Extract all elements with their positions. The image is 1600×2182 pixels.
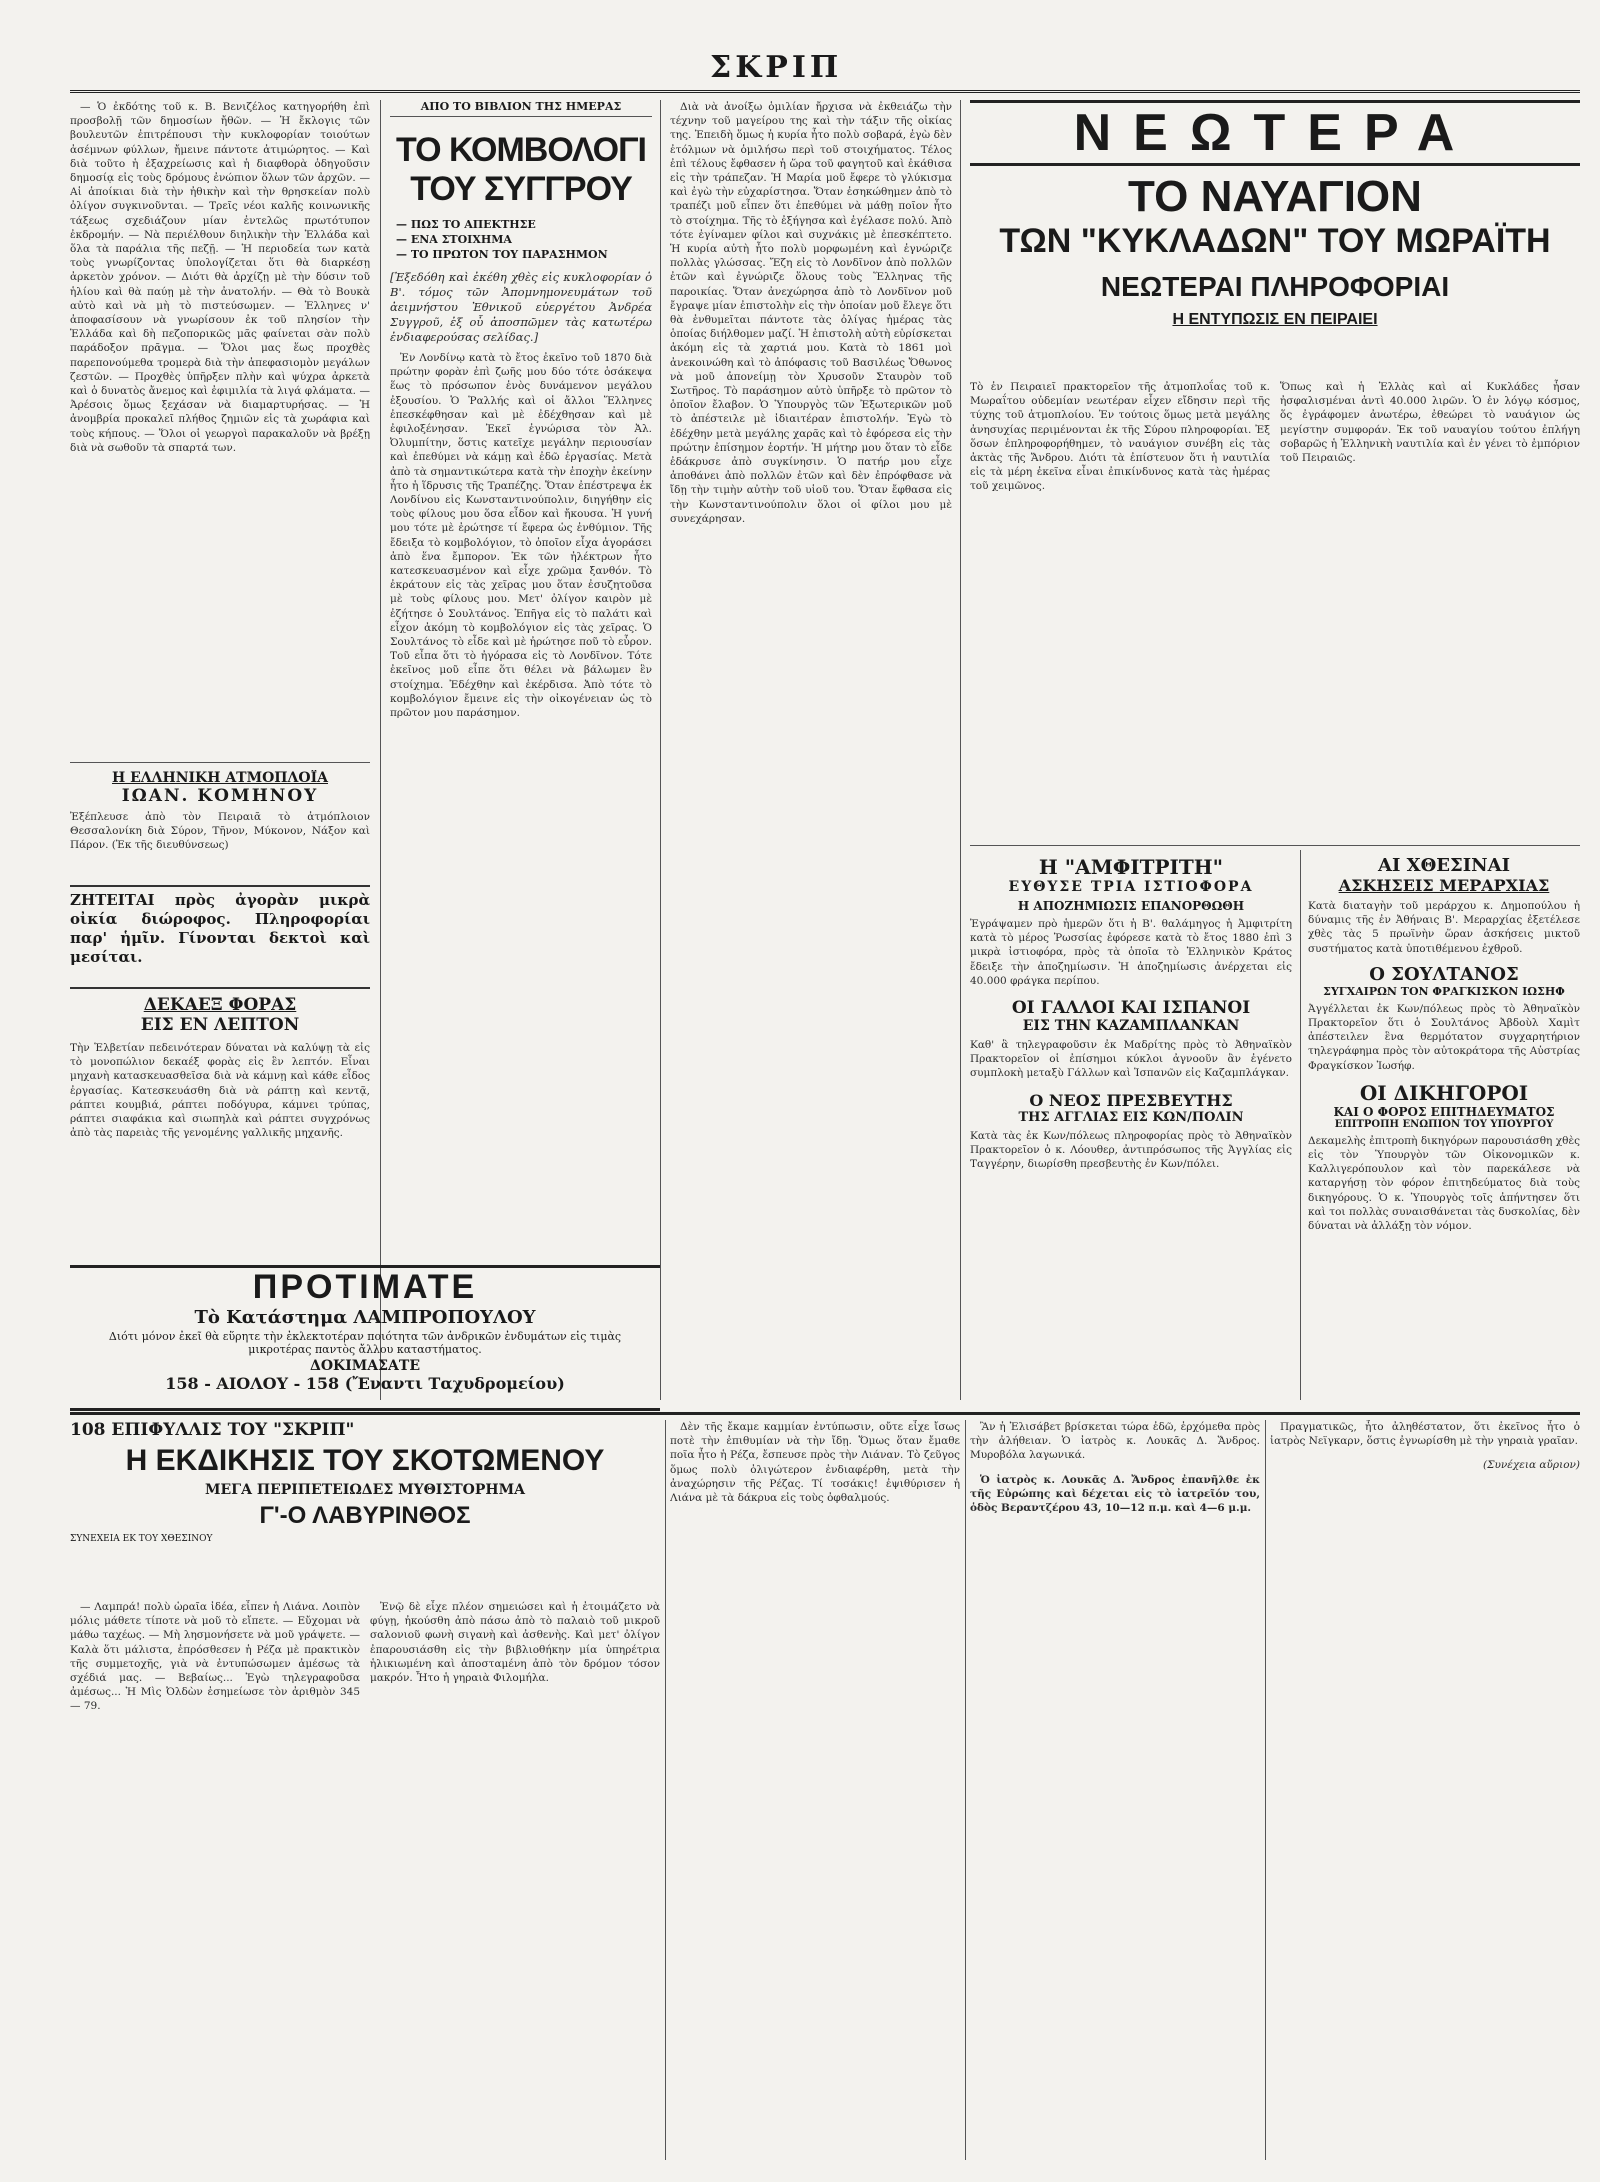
column-1-text [70,100,370,760]
shipping-text: Ἐξέπλευσε ἀπὸ τὸν Πειραιᾶ τὸ ἀτμόπλοιον Θεσσαλονίκη διὰ Σύρον, Τῆνον, Μύκονον, Νάξον καὶ Πάρον. (Ἐκ τῆς διευθύνσεως) [70,811,370,852]
article-points [396,217,652,262]
shipwreck-text-a: Τὸ ἐν Πειραιεῖ πρακτορεῖον τῆς ἀτμοπλοΐας τοῦ κ. Μωραΐτου οὐδεμίαν νεωτέραν εἶχεν εἴδησιν περὶ τῆς τύχης τοῦ ἀτμοπλοίου. Ἐν τούτοις ὅμως μετὰ μεγάλης ἀνησυχίας περιμένονται ἐκ τῆς Σύρου πληροφορίαι. Ἐξ ὅσων ἐπληροφορήθημεν, τὸ ναυάγιον συνέβη εἰς τὰς ἀκτὰς τῆς Ἄνδρου. Διότι τὰ ἐπίστευον ὅτι ἡ ναυτιλία εἰς τὰ μέρη ἐκεῖνα εἶναι ἐπικίνδυνος κατὰ τὰς ἡμέρας τοῦ χειμῶνος. [970,381,1270,493]
serial-subtitle: ΜΕΓΑ ΠΕΡΙΠΕΤΕΙΩΔΕΣ ΜΥΘΙΣΤΟΡΗΜΑ [205,1482,525,1498]
exercises-subheadline: ΑΣΚΗΣΕΙΣ ΜΕΡΑΡΧΙΑΣ [1338,876,1550,895]
exercises-text: Κατὰ διαταγὴν τοῦ μεράρχου κ. Δημοπούλου ἡ δύναμις τῆς ἐν Ἀθήναις Β'. Μεραρχίας ἐξετέλεσε χθὲς τὰς 5 πρωϊνὴν ὥραν ἀσκήσεις μικτοῦ συστήματος κατὰ ὑποτιθέμενου ἐχθροῦ. [1308,900,1580,955]
gauls-subheadline: ΕΙΣ ΤΗΝ ΚΑΖΑΜΠΛΑΝΚΑΝ [1022,1018,1240,1035]
gauls-text: Καθ' ἃ τηλεγραφοῦσιν ἐκ Μαδρίτης πρὸς τὸ Ἀθηναϊκὸν Πρακτορεῖον οἱ ἐπίσημοι κύκλοι ἀγνοοῦν ἂν ἐγένετο συμπλοκὴ μεταξὺ Γάλλων καὶ Ἱσπανῶν εἰς Καζαμπλάγκαν. [970,1039,1292,1080]
ambassador-text: Κατὰ τὰς ἐκ Κων/πόλεως πληροφορίας πρὸς τὸ Ἀθηναϊκὸν Πρακτορεῖον ὁ κ. Λόουθερ, ἀντιπρόσωπος τῆς Ἀγγλίας εἰς Ταγγέρην, διωρίσθη πρεσβευτὴς ἐν Κων/πόλει. [970,1129,1292,1171]
sewing-headline: ΔΕΚΑΕΞ ΦΟΡΑΣ [143,995,297,1015]
shipping-headline: Η ΕΛΛΗΝΙΚΗ ΑΤΜΟΠΛΟΪΑ [111,770,328,786]
shipwreck-text-b: Ὅπως καὶ ἡ Ἑλλὰς καὶ αἱ Κυκλάδες ἦσαν ἠσφαλισμέναι ἀντὶ 40.000 λιρῶν. Ὁ ἐν λόγῳ κόσμος, ὅς ἐγράφομεν ἀνωτέρω, ἐθεώρει τὸ ναυάγιον ὡς μεγίστην συμφοράν. Ἐκ τοῦ ναυαγίου τούτου ἐπλήγη σοβαρῶς ἡ Ἑλληνικὴ ναυτιλία καὶ ἐν γένει τὸ ἐμπόριον τοῦ Πειραιῶς. [1280,381,1580,465]
amfitriti-headline: Η "ΑΜΦΙΤΡΙΤΗ" [1038,855,1224,879]
divider [70,762,370,763]
masthead-title: ΣΚΡΙΠ [710,50,843,85]
ad-headline: ΠΡΟΤΙΜΑΤΕ [252,1268,478,1306]
column-2 [390,100,652,1360]
article-continued: Διὰ νὰ ἀνοίξω ὁμιλίαν ἤρχισα νὰ ἐκθειάζω τὴν τέχνην τοῦ μαγείρου της καὶ τὴν τάξιν τῆς οἰκίας της. Ἐπειδὴ ὅμως ἡ κυρία ἦτο πολὺ σοβαρά, ἐγὼ δὲν ἐτόλμων νὰ ὁμιλήσω περὶ τοῦ στοιχήματος. Τέλος ἐπὶ τέλους ἔφθασεν ἡ ὥρα τοῦ φαγητοῦ καὶ ἐκάθισα εἰς τὴν τράπεζαν. Ἡ Μαρία μοῦ ἔφερε τὸ γλύκισμα καὶ ἐγὼ τὴν εὐχαρίστησα. Ὅταν ἐσηκώθημεν ἀπὸ τὸ τραπέζι μοῦ εἶπεν ὅτι ἐπεθύμει νὰ μάθῃ ποῖον ἦτο τὸ στοίχημα. Τῆς τὸ ἐξήγησα καὶ ἐγέλασε πολύ. Ἀπὸ τότε ἐγίναμεν φίλοι καὶ συχνάκις μὲ ἐπεσκέπτετο. Ἡ κυρία αὐτὴ ἦτο πολὺ μορφωμένη καὶ ἐγνώριζε πολλὰς γλώσσας. Ἔζη εἰς τὸ Λονδῖνον ἀπὸ πολλῶν ἐτῶν καὶ ἐγνώριζε ὅλους τοὺς Ἕλληνας τῆς παροικίας. Ὅταν ἀνεχώρησα ἀπὸ τὸ Λονδῖνον μοῦ ἔγραψε μίαν ἐπιστολὴν εἰς τὴν ὁποίαν μοῦ ἔλεγε ὅτι θὰ ἐνθυμεῖται πάντοτε τὰς ὀλίγας ἡμέρας τὰς ὁποίας διήλθομεν μαζί. Ἡ ἐπιστολὴ αὐτὴ εὑρίσκεται ἀκόμη εἰς τὰ χαρτιά μου. Κατὰ τὸ 1861 μοὶ ἀνεκοινώθη καὶ τὸ ἀπόφασις τοῦ Βασιλέως Ὄθωνος νὰ μοῦ ἀπονείμῃ τὸν Χρυσοῦν Σταυρὸν τοῦ Σωτῆρος. Τὸ παράσημον αὐτὸ ὑπῆρξε τὸ πρῶτον τὸ ὁποῖον ἔλαβον. Ὁ Ὑπουργὸς τῶν Ἐξωτερικῶν μοῦ τὸ ἀπέστειλε μὲ ἰδιαιτέραν ἐπιστολήν. Ἐγὼ τὸ ἐδέχθην μετὰ μεγάλης χαρᾶς καὶ τὸ ἐφόρεσα εἰς τὴν πρώτην ἐπίσημον ἑορτήν. Ἡ μήτηρ μου ὅταν τὸ εἶδε ἐδάκρυσε ἀπὸ συγκίνησιν. Ὁ πατήρ μου εἶχε ἀποθάνει ἀπὸ πολλῶν ἐτῶν καὶ δὲν ἐπρόφθασε νὰ ἴδῃ τὴν τιμὴν αὐτὴν τοῦ υἱοῦ του. Ὅταν ἔφθασα εἰς τὴν Κωνσταντινούπολιν ὅλοι οἱ φίλοι μου μὲ συνεχάρησαν. [670,101,952,525]
sultan-text: Ἀγγέλλεται ἐκ Κων/πόλεως πρὸς τὸ Ἀθηναϊκὸν Πρακτορεῖον ὅτι ὁ Σουλτάνος Ἀβδοὺλ Χαμὶτ ἀπέστειλεν ἓνα θερμότατον συγχαρητήριον τηλεγράφημα πρὸς τὸν αὐτοκράτορα τῆς Αὐστρίας Φραγκίσκον Ἰωσήφ. [1308,1002,1580,1072]
column-rule [1265,1420,1266,2160]
lawyers-subheadline: ΚΑΙ Ο ΦΟΡΟΣ ΕΠΙΤΗΔΕΥΜΑΤΟΣ [1333,1104,1555,1119]
news-section [970,100,1580,850]
lower-news-right [1308,855,1580,1395]
article-intro: [Ἐξεδόθη καὶ ἐκέθη χθὲς εἰς κυκλοφορίαν ὁ Β'. τόμος τῶν Ἀπομνημονευμάτων τοῦ ἀειμνήστου Ἐθνικοῦ εὐεργέτου Ἀνδρέα Συγγροῦ, ἐξ οὗ ἀποσπῶμεν τὰς κατωτέρω ἐνδιαφερούσας σελίδας.] [390,270,652,344]
serial-col-2 [370,1600,660,2160]
column-3-text [670,100,952,1360]
book-kicker: ΑΠΟ ΤΟ ΒΙΒΛΙΟΝ ΤΗΣ ΗΜΕΡΑΣ [390,100,652,117]
ad-try: ΔΟΚΙΜΑΣΑΤΕ [310,1358,420,1374]
lawyers-headline: ΟΙ ΔΙΚΗΓΟΡΟΙ [1359,1080,1529,1105]
article-point: — ΤΟ ΠΡΩΤΟΝ ΤΟΥ ΠΑΡΑΣΗΜΟΝ [396,248,608,261]
lower-news-left [970,855,1292,1395]
shipping-notice [70,770,370,880]
ambassador-headline: Ο ΝΕΟΣ ΠΡΕΣΒΕΥΤΗΣ [1029,1090,1233,1110]
column-rule [380,100,381,1400]
ad-text: Διότι μόνον ἐκεῖ θὰ εὕρητε τὴν ἐκλεκτοτέραν ποιότητα τῶν ἀνδρικῶν ἐνδυμάτων εἰς τιμὰς μικροτέρας παντὸς ἄλλου καταστήματος. [108,1330,622,1356]
column-rule [660,100,661,1400]
exercises-headline: ΑΙ ΧΘΕΣΙΝΑΙ [1377,855,1510,876]
serial-title: Η ΕΚΔΙΚΗΣΙΣ ΤΟΥ ΣΚΟΤΩΜΕΝΟΥ [125,1444,605,1477]
article-headline-2: ΤΟΥ ΣΥΓΓΡΟΥ [410,170,632,208]
amfitriti-subheadline: ΕΥΘΥΣΕ ΤΡΙΑ ΙΣΤΙΟΦΟΡΑ [1008,879,1254,895]
news-header: ΝΕΩΤΕΡΑ [970,100,1580,166]
ad-store-name: Τὸ Κατάστημα ΛΑΜΠΡΟΠΟΥΛΟΥ [194,1307,536,1328]
masthead [70,40,1580,93]
column-rule [665,1420,666,2160]
store-advertisement [70,1265,660,1411]
shipwreck-headline: ΤΟ ΝΑΥΑΓΙΟΝ [1128,172,1422,221]
lawyers-text: Δεκαμελὴς ἐπιτροπὴ δικηγόρων παρουσιάσθη χθὲς εἰς τὸν Ὑπουργὸν τῶν Οἰκονομικῶν κ. Καλλιγερόπουλον καὶ τὸν παρεκάλεσε νὰ καταργήσῃ τὸν φόρον ἐπιτηδεύματος διὰ τοὺς δικηγόρους. Ὁ κ. Ὑπουργὸς τοῖς ἀπήντησεν ὅτι καὶ τοι πολλὰς συναισθάνεται τὰς δυσκολίας, δὲν δύναται νὰ ἀλλάξῃ τὸν νόμον. [1308,1134,1580,1233]
article-headline: ΤΟ ΚΟΜΒΟΛΟΓΙ [396,131,646,169]
serial-header [70,1420,660,1590]
serial-text: Πραγματικῶς, ἦτο ἀληθέστατον, ὅτι ἐκεῖνος ἦτο ὁ ἰατρὸς Νεϊγκαρν, ὅστις ἐγνωρίσθη μὲ τὴν γηραιὰ γραῖαν. [1270,1421,1580,1448]
amfitriti-text: Ἐγράψαμεν πρὸ ἡμερῶν ὅτι ἡ Β'. θαλάμηγος ἡ Ἀμφιτρίτη κατὰ τὸ μέρος Ῥωσσίας ἐφόρεσε κατὰ τὸ ἔτος 1880 ἐπὶ 3 μικρὰ ἱστιοφόρα, πρὸς τὰ ὁποῖα τὸ Ἑλληνικὸν Κράτος ἔδειξε τὴν ἀποζημίωσιν. Ἡ ἀποζημίωσις ἀνέρχεται εἰς 40.000 φράγκα περίπου. [970,918,1292,987]
serial-divider [70,1412,1580,1415]
serial-continuation: ΣΥΝΕΧΕΙΑ ΕΚ ΤΟΥ ΧΘΕΣΙΝΟΥ [70,1534,213,1544]
piraeus-impression: Η ΕΝΤΥΠΩΣΙΣ ΕΝ ΠΕΙΡΑΙΕΙ [1172,311,1378,328]
serial-label: 108 ΕΠΙΦΥΛΛΙΣ ΤΟΥ "ΣΚΡΙΠ" [70,1420,355,1440]
newspaper-page [70,40,1580,2170]
serial-col-3 [670,1420,960,2160]
continued-tomorrow: (Συνέχεια αὔριον) [1482,1459,1580,1472]
article-point: — ΠΩΣ ΤΟ ΑΠΕΚΤΗΣΕ [396,218,536,231]
ambassador-subheadline: ΤΗΣ ΑΓΓΛΙΑΣ ΕΙΣ ΚΩΝ/ΠΟΛΙΝ [1018,1109,1244,1125]
shipwreck-subheadline: ΤΩΝ "ΚΥΚΛΑΔΩΝ" ΤΟΥ ΜΩΡΑΪΤΗ [999,222,1551,260]
serial-col-4 [970,1420,1260,2160]
sultan-headline: Ο ΣΟΥΛΤΑΝΟΣ [1369,963,1519,985]
article-body: Ἐν Λονδίνῳ κατὰ τὸ ἔτος ἐκεῖνο τοῦ 1870 διὰ πρώτην φορὰν ἐπὶ ζωῆς μου δύο τότε ὁσάκεψα ἕως τὸ πρόσωπον ἑνὸς δυνάμενον μεγάλου ἐξουσίου. Ὁ Ῥαλλής καὶ οἱ ἄλλοι Ἕλληνες ἐπεσκέφθησαν καὶ μὲ ἐδέχθησαν καὶ μὲ ἐφιλοξένησαν. Ἐκεῖ ἐγνώρισα τὸν Ἀλ. Ὀλυμπίτην, ὅστις κατεῖχε μεγάλην περιουσίαν καὶ ἐπεθύμει νὰ κάμῃ καὶ ἐδῶ ἐργασίας. Μετὰ ἀπὸ τὰ σημαντικώτερα κατὰ τὴν ἐποχὴν ἐκείνην ἦτο ἡ ἵδρυσις τῆς Τραπέζης. Ὅταν ἐπέστρεψα ἐκ Λονδίνου εἰς Κωνσταντινούπολιν, διηγήθην εἰς τοὺς φίλους μου ὅσα εἶδον καὶ ἤκουσα. Ἡ γυνή μου τότε μὲ ἐρώτησε τί ἔφερα ὡς ἐνθύμιον. Τῆς ἔδειξα τὸ κομβολόγιον, τὸ ὁποῖον εἶχα ἀγοράσει ἀπὸ ἕνα ἔμπορον. Ἐκ τῶν ἠλέκτρων ἦτο κατεσκευασμένον καὶ εἶχε χρῶμα ξανθόν. Τὸ ἐκράτουν εἰς τὰς χεῖρας μου ὅταν ἐσυζητοῦσα μὲ τοὺς φίλους μου. Μετ' ὀλίγον καιρὸν μὲ ἐζήτησε ὁ Σουλτάνος. Ἐπῆγα εἰς τὸ παλάτι καὶ εἶχον ἀκόμη τὸ κομβολόγιον εἰς τὰς χεῖρας. Ὁ Σουλτάνος τὸ εἶδε καὶ μὲ ἠρώτησε ποῦ τὸ εὗρον. Τοῦ εἶπα ὅτι τὸ ἠγόρασα εἰς τὸ Λονδῖνον. Τότε ἐκεῖνος μοῦ εἶπε ὅτι θέλει νὰ βάλωμεν ἓν στοίχημα. Ἐδέχθην καὶ ἐκέρδισα. Ἀπὸ τότε τὸ κομβολόγιον ἔμεινε εἰς τὴν οἰκογένειαν ὡς τὸ πρῶτον μου παράσημον. [390,352,652,720]
sewing-subheadline: ΕΙΣ ΕΝ ΛΕΠΤΟΝ [140,1015,300,1035]
sewing-text: Τὴν Ἑλβετίαν πεδεινότεραν δύναται νὰ καλύψῃ τὰ εἰς τὸ μονοπώλιον δεκαέξ φορὰς εἰς ἓν λεπτόν. Εἶναι μηχανὴ κατασκευασθεῖσα διὰ νὰ κάμνῃ καὶ κάθε εἶδος ἐργασίας. Κατεσκευάσθη διὰ νὰ ράπτῃ καὶ κεντᾷ, ράπτει κουμβιά, ράπτει ποδόγυρα, κάμνει τρύπας, ράπτει σιαφάκια καὶ σιωπηλὰ καὶ ράπτει συγχρόνως ἀπὸ τὰς παρειὰς τῆς γενομένης γαλλικῆς μηχανῆς. [70,1042,370,1140]
lawyers-committee: ΕΠΙΤΡΟΠΗ ΕΝΩΠΙΟΝ ΤΟΥ ΥΠΟΥΡΓΟΥ [1334,1118,1554,1130]
wanted-ad-text: ΖΗΤΕΙΤΑΙ πρὸς ἀγορὰν μικρὰ οἰκία διώροφος. Πληροφορίαι παρ' ἡμῖν. Γίνονται δεκτοὶ καὶ μεσίται. [70,891,370,966]
column-rule [960,100,961,1400]
serial-text: Δὲν τῆς ἔκαμε καμμίαν ἐντύπωσιν, οὔτε εἶχε ἴσως ποτὲ τὴν ἐπιθυμίαν νὰ τὴν ἴδῃ. Ὅμως ὅταν ἔμαθε ποῖα ἦτο ἡ Ρέζα, ἔσπευσε πρὸς τὴν Λιάναν. Τὸ ζεῦγος ὅμως πολὺ ὀλιγώτερον ἐνδιαφέρθη, μετὰ τὴν ἀναχώρησιν τῆς Ρέζας. Τί τοσάκις! ἐψιθύρισεν ἡ Λιάνα μὲ τὰ δάκρυα εἰς τοὺς ὀφθαλμούς. [670,1421,960,1505]
column-rule [965,1420,966,2160]
amfitriti-compensation: Η ΑΠΟΖΗΜΙΩΣΙΣ ΕΠΑΝΟΡΘΩΘΗ [1017,899,1245,913]
doctor-notice: Ὁ ἰατρὸς κ. Λουκᾶς Δ. Ἄνδρος ἐπανῆλθε ἐκ τῆς Εὐρώπης καὶ δέχεται εἰς τὸ ἰατρεῖόν του, ὁδὸς Βεραντζέρου 43, 10—12 π.μ. καὶ 4—6 μ.μ. [970,1473,1260,1515]
column-rule [1300,850,1301,1400]
latest-info: ΝΕΩΤΕΡΑΙ ΠΛΗΡΟΦΟΡΙΑΙ [1100,271,1450,302]
serial-col-5 [1270,1420,1580,2160]
news-brief: — Ὁ ἐκδότης τοῦ κ. Β. Βενιζέλος κατηγορήθη ἐπὶ προσβολῇ τῶν δημοσίων ἤθῶν. — Ἡ ἔκλογις τῶν βουλευτῶν ἐπιτρέπουσι τὴν κυκλοφορίαν τοιούτων ἀσέμνων φύλλων, ἤμεινε πάντοτε ἀτιμώρητος. — Καὶ διὰ τοῦτο ἡ ἐξαχρείωσις καὶ ἡ διαφθορὰ ὁδηγοῦσιν δημοσίᾳ εἰς τοὺς δρόμους ἐνώπιον ὅλων τῶν ἀρχῶν. — Αἱ ἀποίκιαι διὰ τὴν ἠθικὴν καὶ τὴν θρησκείαν πολὺ ὀλίγον συγκινοῦνται. — Τρεῖς νέοι καλῆς κοινωνικῆς τάξεως σχεδιάζουν μίαν ἐντελῶς πρωτότυπον ἐκδρομήν. — Νὰ περιέλθουν διηλικὴν τὴν Ἑλλάδα καὶ ὅλα τὰ παράλια τῆς πεζῇ. — Ἡ περιοδεία των κατὰ τοὺς γνωρίζοντας ὑπολογίζεται ὅτι θὰ διαρκέσῃ ἀρκετὸν χρόνον. — Διότι θὰ ἀρχίζῃ μὲ τὴν δύσιν τοῦ ἡλίου καὶ θὰ παύῃ μὲ τὴν ἀνατολήν. — Θὰ τὸ Βουκὰ αὐτὸ καὶ νὰ μὴ τὸ πιστεύσωμεν. — Ἑλληνες ν' ἀποφασίσουν νὰ γνωρίσουν ἐκ τοῦ πλησίον τὴν Ἑλλάδα καὶ δὴ πεζοπορικῶς μᾶς φαίνεται σὰν πολὺ παράδοξον πρᾶγμα. — Ὅλοι μας ἕως προχθὲς παρεπονούμεθα τρομερὰ διὰ τὴν ἀπεφασιομὸν μεγάλων ζεστῶν. — Προχθὲς ὑπῆρξεν πλὴν καὶ ψύχρα ἀρκετὰ καὶ ὁ δυνατὸς ἄνεμος καὶ ἐφιμιλία τὰ λιγά φλάματα. — Ἀρέσοις ὅμως ξεχάσαν νὰ διαμαρτυρήσας. — Ἡ ἀνομβρία προκαλεῖ πλήθος ζημιῶν εἰς τὰ χωράφια καὶ τοὺς κήπους. — Ὅλοι οἱ γεωργοὶ παρακαλοῦν νὰ βρέξῃ διὰ νὰ σωθοῦν τὰ σπαρτά των. [70,101,370,454]
serial-text: — Λαμπρά! πολὺ ὡραῖα ἰδέα, εἶπεν ἡ Λιάνα. Λοιπὸν μόλις μάθετε τίποτε νὰ μοῦ τὸ εἴπετε. — Εὔχομαι νὰ μάθω ταχέως. — Μὴ λησμονήσετε νὰ μοῦ γράψετε. — Καλὰ ὅτι μάλιστα, ἐπρόσθεσεν ἡ Ρέζα μὲ πρακτικὸν τῆς συμμετοχῆς, γιὰ νὰ ἐντυπώσωμεν ἀμέσως τὰ σχέδιά μας. — Βεβαίως... Ἐγὼ τηλεγραφοῦσα ἀμέσως... Ἡ Μὶς Ὀλδὼν ἐσημείωσε τὸν ἀριθμὸν 345 — 79. [70,1601,360,1713]
wanted-ad [70,885,370,989]
sewing-article [70,995,370,1255]
serial-text: Ἐνῷ δὲ εἶχε πλέον σημειώσει καὶ ἡ ἐτοιμάζετο νὰ φύγῃ, ἠκούσθη ἀπὸ πάσω ἀπὸ τὸ παλαιὸ τοῦ μικροῦ σαλονιοῦ φωνὴ σιγανὴ καὶ ἀσθενὴς. Καὶ μετ' ὀλίγον ἐπαρουσιάσθη εἰς τὴν βιβλιοθήκην μία ὑπηρέτρια ἡλικιωμένη καὶ ἀποσταμένη ἀπὸ τὸν δρόμον τόσον μακρόν. Ἦτο ἡ γηραιὰ Φιλομήλα. [370,1601,660,1685]
serial-text: Ἂν ἡ Ἐλισάβετ βρίσκεται τώρα ἐδῶ, ἐρχόμεθα πρὸς τὴν ἀλήθειαν. Ὁ ἰατρὸς κ. Λουκᾶς Δ. Ἅνδρος. Μυροβόλα λαγωνικά. [970,1421,1260,1462]
serial-part: Γ'-Ο ΛΑΒΥΡΙΝΘΟΣ [259,1502,471,1529]
article-point: — ΕΝΑ ΣΤΟΙΧΗΜΑ [396,233,512,246]
sultan-subheadline: ΣΥΓΧΑΙΡΩΝ ΤΟΝ ΦΡΑΓΚΙΣΚΟΝ ΙΩΣΗΦ [1323,984,1565,998]
shipping-company: ΙΩΑΝ. ΚΟΜΗΝΟΥ [121,786,319,806]
divider [970,845,1580,846]
ad-address: 158 - ΑΙΟΛΟΥ - 158 (Ἔναντι Ταχυδρομείου) [165,1374,565,1393]
gauls-headline: ΟΙ ΓΑΛΛΟΙ ΚΑΙ ΙΣΠΑΝΟΙ [1011,998,1251,1019]
serial-col-1 [70,1600,360,2160]
